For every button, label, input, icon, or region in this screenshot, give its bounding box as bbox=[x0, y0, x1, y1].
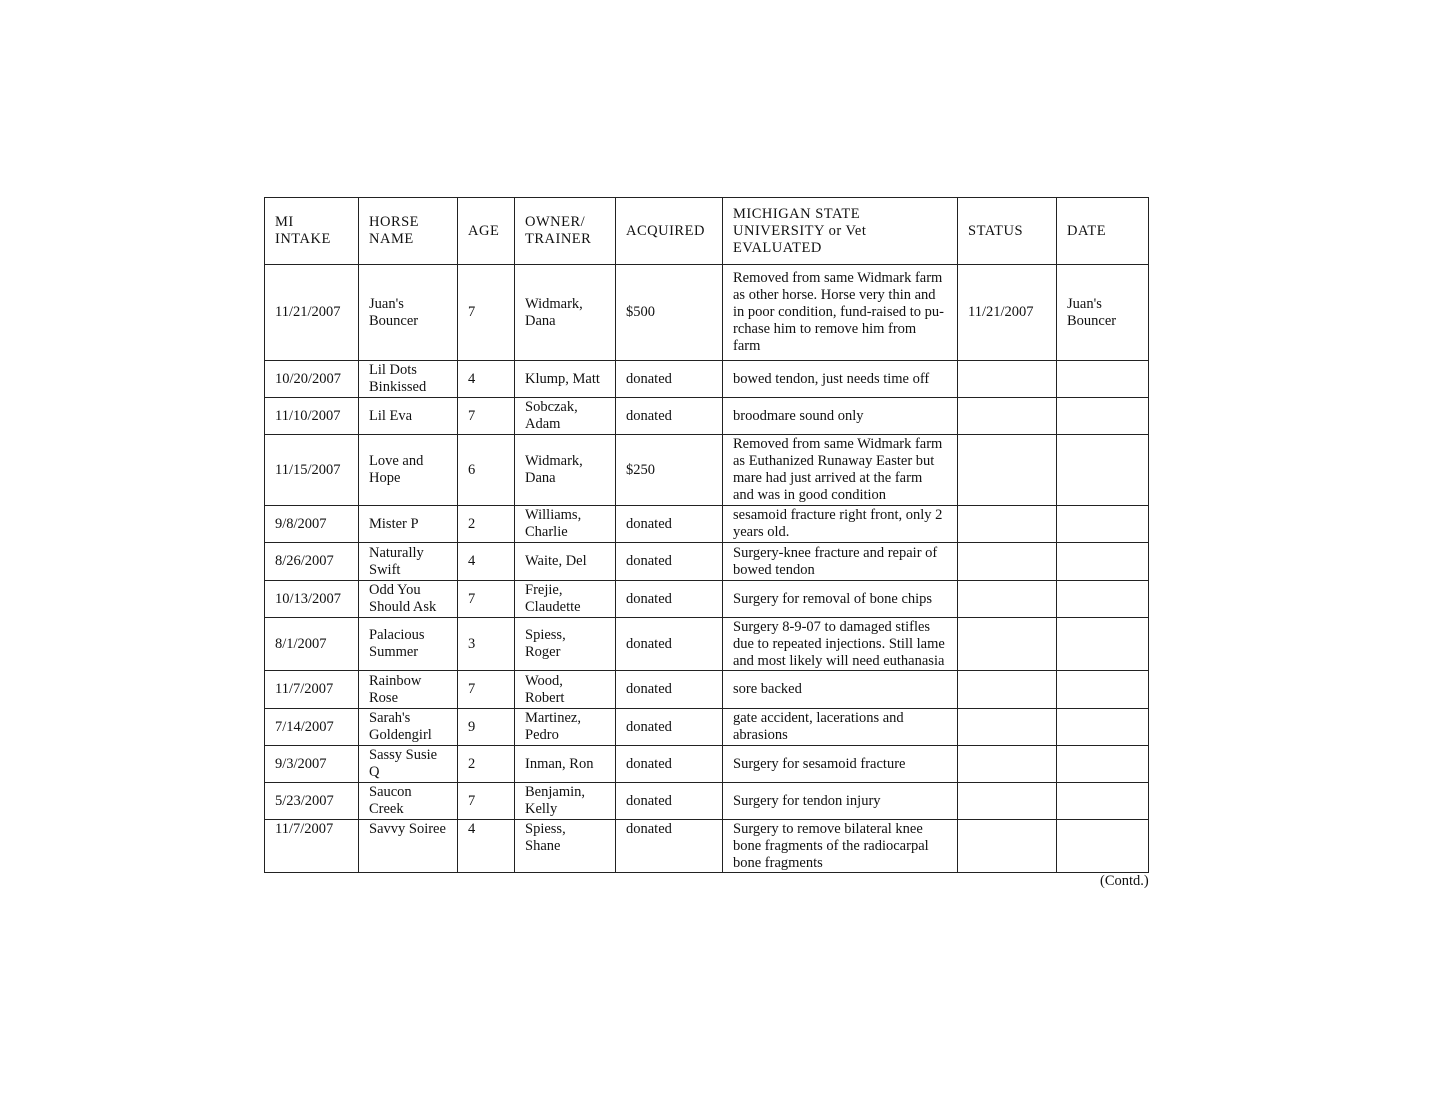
cell-mi-intake: 11/7/2007 bbox=[265, 671, 359, 709]
table-row bbox=[265, 820, 1149, 873]
cell-status: 11/21/2007 bbox=[958, 265, 1057, 361]
cell-evaluated bbox=[723, 709, 958, 746]
cell-evaluated bbox=[723, 671, 958, 709]
cell-horse-name bbox=[359, 709, 458, 746]
cell-line: in poor condition, fund-raised to pu- bbox=[733, 304, 945, 320]
cell-line: Creek bbox=[369, 801, 404, 817]
cell-mi-intake: 8/1/2007 bbox=[265, 618, 359, 671]
cell-line: Benjamin, bbox=[525, 784, 586, 800]
cell-acquired: donated bbox=[616, 671, 723, 709]
cell-line: years old. bbox=[733, 524, 790, 540]
header-line: INTAKE bbox=[275, 231, 331, 247]
table-header-row bbox=[265, 198, 1149, 265]
header-line: TRAINER bbox=[525, 231, 592, 247]
header-line: EVALUATED bbox=[733, 239, 822, 256]
cell-status bbox=[958, 820, 1057, 873]
cell-line: Sarah's bbox=[369, 710, 411, 726]
cell-line: Dana bbox=[525, 470, 556, 486]
cell-horse-name bbox=[359, 435, 458, 506]
cell-line: Shane bbox=[525, 838, 561, 854]
cell-date bbox=[1057, 709, 1149, 746]
cell-line: Rainbow bbox=[369, 672, 422, 689]
header-line: MICHIGAN STATE bbox=[733, 205, 861, 222]
cell-evaluated bbox=[723, 783, 958, 820]
cell-acquired: donated bbox=[616, 746, 723, 783]
cell-line: Widmark, bbox=[525, 453, 583, 469]
cell-line: Juan's bbox=[369, 295, 404, 312]
cell-age: 7 bbox=[458, 671, 515, 709]
cell-owner-trainer bbox=[515, 783, 616, 820]
horse-intake-table bbox=[264, 197, 1149, 873]
cell-status bbox=[958, 435, 1057, 506]
cell-mi-intake: 10/20/2007 bbox=[265, 361, 359, 398]
cell-evaluated bbox=[723, 506, 958, 543]
header-line: OWNER/ bbox=[525, 214, 586, 230]
cell-status bbox=[958, 709, 1057, 746]
cell-horse-name bbox=[359, 746, 458, 783]
cell-owner-trainer bbox=[515, 581, 616, 618]
cell-date bbox=[1057, 361, 1149, 398]
cell-mi-intake: 5/23/2007 bbox=[265, 783, 359, 820]
cell-line: Love and bbox=[369, 453, 424, 469]
cell-evaluated bbox=[723, 746, 958, 783]
cell-line: Surgery to remove bilateral knee bbox=[733, 821, 923, 837]
cell-line: as Euthanized Runaway Easter but bbox=[733, 453, 935, 469]
cell-line: and was in good condition bbox=[733, 487, 887, 503]
cell-line: Sassy Susie bbox=[369, 747, 438, 763]
cell-mi-intake: 7/14/2007 bbox=[265, 709, 359, 746]
cell-line: abrasions bbox=[733, 727, 788, 743]
cell-evaluated bbox=[723, 581, 958, 618]
cell-date bbox=[1057, 746, 1149, 783]
cell-line: Sobczak, bbox=[525, 399, 578, 415]
header-line: NAME bbox=[369, 231, 414, 247]
cell-age: 2 bbox=[458, 506, 515, 543]
cell-evaluated bbox=[723, 618, 958, 671]
cell-owner-trainer bbox=[515, 435, 616, 506]
cell-status bbox=[958, 361, 1057, 398]
cell-age: 2 bbox=[458, 746, 515, 783]
header-status bbox=[958, 198, 1057, 265]
table-row bbox=[265, 506, 1149, 543]
cell-horse-name bbox=[359, 506, 458, 543]
cell-date bbox=[1057, 506, 1149, 543]
cell-status bbox=[958, 783, 1057, 820]
cell-line: as other horse. Horse very thin and bbox=[733, 287, 936, 303]
cell-age: 3 bbox=[458, 618, 515, 671]
cell-line: Removed from same Widmark farm bbox=[733, 270, 943, 286]
cell-line: Frejie, bbox=[525, 582, 563, 598]
cell-line: rchase him to remove him from bbox=[733, 321, 917, 337]
cell-date bbox=[1057, 265, 1149, 361]
cell-line: Rose bbox=[369, 689, 398, 706]
header-horse-name bbox=[359, 198, 458, 265]
cell-horse-name bbox=[359, 820, 458, 873]
cell-line: Robert bbox=[525, 689, 565, 706]
header-mi-intake bbox=[265, 198, 359, 265]
cell-owner-trainer bbox=[515, 618, 616, 671]
cell-line: bone fragments bbox=[733, 855, 823, 871]
cell-owner-trainer bbox=[515, 543, 616, 581]
cell-status bbox=[958, 671, 1057, 709]
cell-line: Palacious bbox=[369, 627, 425, 643]
continued-note: (Contd.) bbox=[1100, 873, 1149, 889]
cell-age: 7 bbox=[458, 783, 515, 820]
table-body bbox=[265, 265, 1149, 873]
cell-status bbox=[958, 618, 1057, 671]
cell-line: Juan's bbox=[1067, 295, 1102, 312]
cell-line: Saucon bbox=[369, 784, 412, 800]
header-acquired bbox=[616, 198, 723, 265]
cell-line: Claudette bbox=[525, 599, 581, 615]
cell-line: Odd You bbox=[369, 582, 421, 598]
header-line: ACQUIRED bbox=[626, 222, 705, 239]
cell-evaluated bbox=[723, 265, 958, 361]
cell-horse-name bbox=[359, 783, 458, 820]
cell-owner-trainer bbox=[515, 671, 616, 709]
cell-status bbox=[958, 581, 1057, 618]
cell-line: Surgery-knee fracture and repair of bbox=[733, 544, 938, 561]
cell-acquired: donated bbox=[616, 506, 723, 543]
table-row bbox=[265, 435, 1149, 506]
cell-line: Surgery for removal of bone chips bbox=[733, 590, 933, 607]
cell-line: Should Ask bbox=[369, 599, 437, 615]
cell-evaluated bbox=[723, 820, 958, 873]
cell-line: Lil Eva bbox=[369, 407, 413, 424]
cell-owner-trainer bbox=[515, 709, 616, 746]
cell-date bbox=[1057, 820, 1149, 873]
table-row bbox=[265, 543, 1149, 581]
cell-line: Binkissed bbox=[369, 379, 427, 395]
table-row bbox=[265, 361, 1149, 398]
cell-evaluated bbox=[723, 543, 958, 581]
cell-mi-intake: 9/3/2007 bbox=[265, 746, 359, 783]
header-date bbox=[1057, 198, 1149, 265]
cell-line: Summer bbox=[369, 644, 419, 660]
cell-line: Removed from same Widmark farm bbox=[733, 436, 943, 452]
cell-line: Swift bbox=[369, 561, 401, 578]
cell-line: Spiess, bbox=[525, 627, 566, 643]
cell-line: Dana bbox=[525, 312, 556, 329]
cell-date bbox=[1057, 543, 1149, 581]
header-evaluated bbox=[723, 198, 958, 265]
header-line: HORSE bbox=[369, 214, 420, 230]
cell-owner-trainer bbox=[515, 361, 616, 398]
cell-line: and most likely will need euthanasia bbox=[733, 652, 945, 669]
cell-mi-intake: 11/21/2007 bbox=[265, 265, 359, 361]
cell-date bbox=[1057, 618, 1149, 671]
cell-horse-name bbox=[359, 618, 458, 671]
cell-acquired: donated bbox=[616, 581, 723, 618]
cell-line: Roger bbox=[525, 644, 561, 660]
cell-line: broodmare sound only bbox=[733, 407, 864, 424]
cell-line: Adam bbox=[525, 416, 561, 432]
header-line: AGE bbox=[468, 222, 500, 239]
cell-status bbox=[958, 506, 1057, 543]
cell-acquired: $250 bbox=[616, 435, 723, 506]
cell-evaluated bbox=[723, 398, 958, 435]
cell-line: Wood, bbox=[525, 672, 563, 689]
cell-line: mare had just arrived at the farm bbox=[733, 470, 923, 486]
cell-line: Surgery for sesamoid fracture bbox=[733, 755, 906, 772]
cell-horse-name bbox=[359, 265, 458, 361]
cell-line: bowed tendon bbox=[733, 561, 815, 578]
cell-line: Goldengirl bbox=[369, 727, 432, 743]
cell-mi-intake: 9/8/2007 bbox=[265, 506, 359, 543]
cell-mi-intake: 11/10/2007 bbox=[265, 398, 359, 435]
cell-age: 7 bbox=[458, 398, 515, 435]
cell-owner-trainer bbox=[515, 746, 616, 783]
cell-owner-trainer bbox=[515, 820, 616, 873]
table-row bbox=[265, 618, 1149, 671]
cell-line: Naturally bbox=[369, 544, 424, 561]
cell-line: Widmark, bbox=[525, 295, 583, 312]
cell-horse-name bbox=[359, 398, 458, 435]
cell-line: sesamoid fracture right front, only 2 bbox=[733, 507, 943, 523]
cell-age: 4 bbox=[458, 543, 515, 581]
cell-line: sore backed bbox=[733, 681, 802, 697]
cell-age: 6 bbox=[458, 435, 515, 506]
cell-line: Surgery 8-9-07 to damaged stifles bbox=[733, 618, 931, 635]
cell-date bbox=[1057, 783, 1149, 820]
cell-line: bone fragments of the radiocarpal bbox=[733, 838, 929, 854]
cell-line: farm bbox=[733, 338, 761, 354]
cell-acquired: $500 bbox=[616, 265, 723, 361]
cell-line: Martinez, bbox=[525, 710, 581, 726]
cell-line: Charlie bbox=[525, 524, 568, 540]
table-row bbox=[265, 581, 1149, 618]
cell-owner-trainer bbox=[515, 506, 616, 543]
cell-age: 4 bbox=[458, 361, 515, 398]
table-row bbox=[265, 398, 1149, 435]
cell-line: Waite, Del bbox=[525, 553, 587, 569]
table-row bbox=[265, 746, 1149, 783]
cell-mi-intake: 10/13/2007 bbox=[265, 581, 359, 618]
header-line: UNIVERSITY or Vet bbox=[733, 222, 867, 239]
cell-mi-intake: 8/26/2007 bbox=[265, 543, 359, 581]
cell-age: 9 bbox=[458, 709, 515, 746]
header-line: DATE bbox=[1067, 222, 1107, 239]
header-age bbox=[458, 198, 515, 265]
cell-date bbox=[1057, 398, 1149, 435]
cell-line: Spiess, bbox=[525, 821, 566, 837]
cell-line: Pedro bbox=[525, 727, 559, 743]
table-row bbox=[265, 709, 1149, 746]
cell-date bbox=[1057, 435, 1149, 506]
cell-line: Mister P bbox=[369, 515, 419, 532]
cell-owner-trainer bbox=[515, 398, 616, 435]
table-row bbox=[265, 265, 1149, 361]
cell-horse-name bbox=[359, 581, 458, 618]
cell-age: 7 bbox=[458, 581, 515, 618]
cell-line: due to repeated injections. Still lame bbox=[733, 635, 945, 652]
cell-line: Williams, bbox=[525, 507, 582, 523]
cell-evaluated bbox=[723, 435, 958, 506]
cell-line: Savvy Soiree bbox=[369, 821, 446, 837]
cell-line: Bouncer bbox=[369, 312, 419, 329]
cell-line: Kelly bbox=[525, 801, 558, 817]
cell-line: Klump, Matt bbox=[525, 370, 600, 387]
cell-mi-intake: 11/7/2007 bbox=[265, 820, 359, 873]
cell-age: 7 bbox=[458, 265, 515, 361]
cell-date bbox=[1057, 581, 1149, 618]
cell-acquired: donated bbox=[616, 783, 723, 820]
cell-status bbox=[958, 746, 1057, 783]
cell-line: Bouncer bbox=[1067, 312, 1117, 329]
cell-acquired: donated bbox=[616, 709, 723, 746]
cell-horse-name bbox=[359, 543, 458, 581]
cell-acquired: donated bbox=[616, 618, 723, 671]
cell-line: Surgery for tendon injury bbox=[733, 792, 881, 809]
cell-line: gate accident, lacerations and bbox=[733, 710, 904, 726]
cell-status bbox=[958, 398, 1057, 435]
cell-line: bowed tendon, just needs time off bbox=[733, 370, 930, 387]
table-row bbox=[265, 783, 1149, 820]
cell-acquired: donated bbox=[616, 543, 723, 581]
cell-line: Inman, Ron bbox=[525, 755, 594, 772]
header-line: STATUS bbox=[968, 222, 1024, 239]
cell-line: Hope bbox=[369, 470, 401, 486]
cell-status bbox=[958, 543, 1057, 581]
cell-acquired: donated bbox=[616, 820, 723, 873]
cell-line: Q bbox=[369, 764, 380, 780]
cell-age: 4 bbox=[458, 820, 515, 873]
cell-mi-intake: 11/15/2007 bbox=[265, 435, 359, 506]
cell-acquired: donated bbox=[616, 361, 723, 398]
cell-horse-name bbox=[359, 361, 458, 398]
header-owner-trainer bbox=[515, 198, 616, 265]
cell-date bbox=[1057, 671, 1149, 709]
cell-line: Lil Dots bbox=[369, 362, 417, 378]
table-row bbox=[265, 671, 1149, 709]
header-line: MI bbox=[275, 214, 294, 230]
cell-owner-trainer bbox=[515, 265, 616, 361]
cell-acquired: donated bbox=[616, 398, 723, 435]
cell-evaluated bbox=[723, 361, 958, 398]
cell-horse-name bbox=[359, 671, 458, 709]
